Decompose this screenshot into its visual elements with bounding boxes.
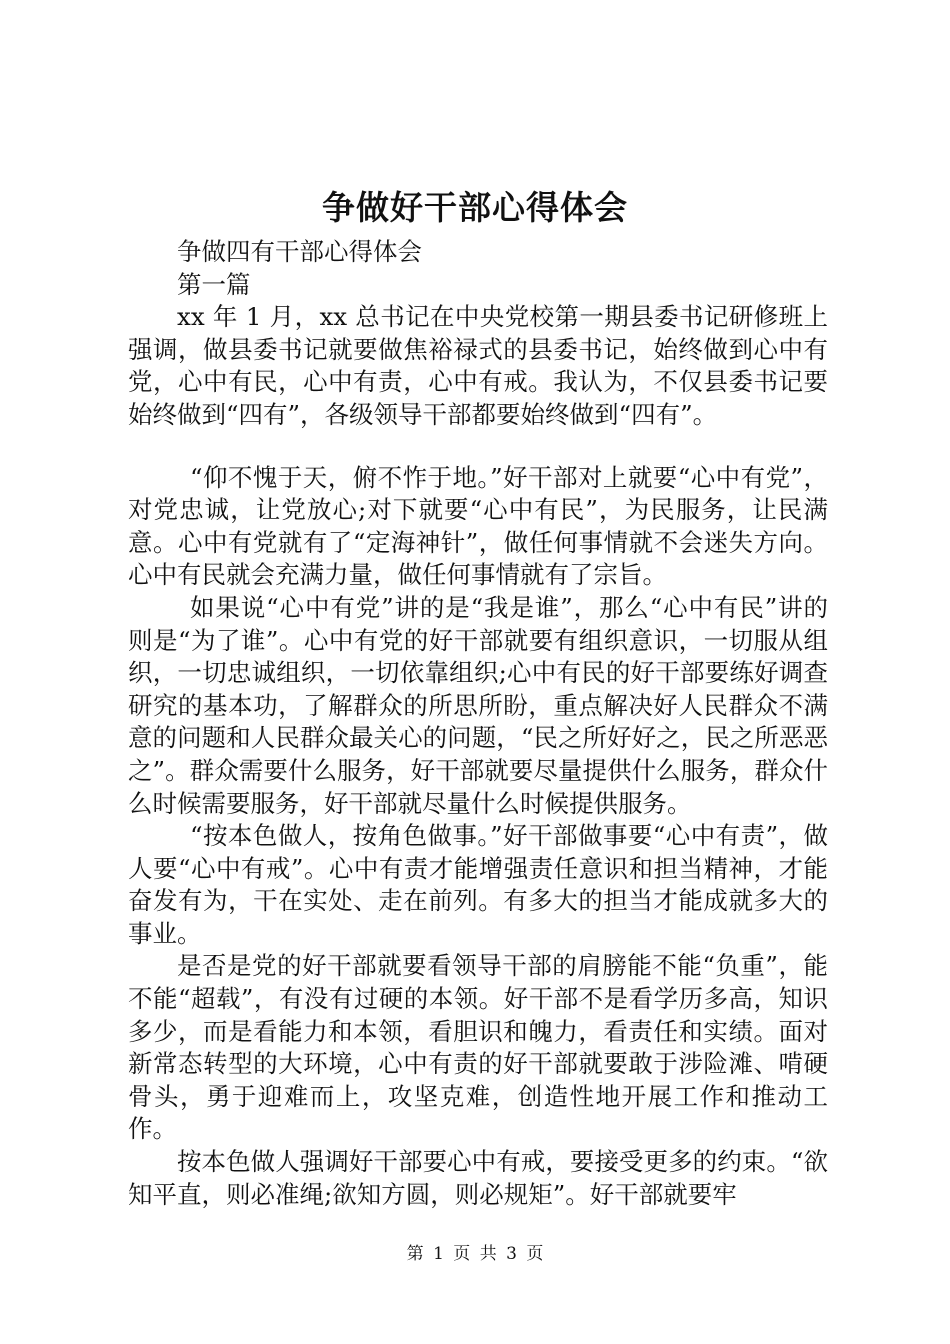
document-body [128, 236, 828, 1211]
paragraph-1: xx 年 1 月，xx 总书记在中央党校第一期县委书记研修班上强调，做县委书记就要做焦裕禄式的县委书记，始终做到心中有党，心中有民，心中有责，心中有戒。我认为，不仅县委书记要始终做到“四有”，各级领导干部都要始终做到“四有”。 [128, 302, 828, 429]
paragraph-3: 如果说“心中有党”讲的是“我是谁”，那么“心中有民”讲的则是“为了谁”。心中有党的好干部就要有组织意识，一切服从组织，一切忠诚组织，一切依靠组织;心中有民的好干部要练好调查研究的基本功，了解群众的所思所盼，重点解决好人民群众不满意的问题和人民群众最关心的问题，“民之所好好之，民之所恶恶之”。群众需要什么服务，好干部就要尽量提供什么服务，群众什么时候需要服务，好干部就尽量什么时候提供服务。 [128, 592, 828, 818]
paragraph-6: 按本色做人强调好干部要心中有戒，要接受更多的约束。“欲知平直，则必准绳;欲知方圆，则必规矩”。好干部就要牢 [128, 1147, 828, 1209]
section-heading: 第一篇 [177, 269, 251, 299]
document-title: 争做好干部心得体会 [322, 188, 628, 227]
document-subtitle: 争做四有干部心得体会 [177, 237, 422, 266]
paragraph-5: 是否是党的好干部就要看领导干部的肩膀能不能“负重”，能不能“超载”，有没有过硬的本领。好干部不是看学历多高，知识多少，而是看能力和本领，看胆识和魄力，看责任和实绩。面对新常态转型的大环境，心中有责的好干部就要敢于涉险滩、啃硬骨头，勇于迎难而上，攻坚克难，创造性地开展工作和推动工作。 [128, 951, 828, 1144]
page-footer: 第 1 页 共 3 页 [406, 1244, 544, 1264]
paragraph-2: “仰不愧于天，俯不怍于地。”好干部对上就要“心中有党”，对党忠诚，让党放心;对下就要“心中有民”，为民服务，让民满意。心中有党就有了“定海神针”，做任何事情就不会迷失方向。心中有民就会充满力量，做任何事情就有了宗旨。 [128, 462, 828, 590]
paragraph-4: “按本色做人，按角色做事。”好干部做事要“心中有责”，做人要“心中有戒”。心中有责才能增强责任意识和担当精神，才能奋发有为，干在实处、走在前列。有多大的担当才能成就多大的事业。 [128, 821, 828, 948]
